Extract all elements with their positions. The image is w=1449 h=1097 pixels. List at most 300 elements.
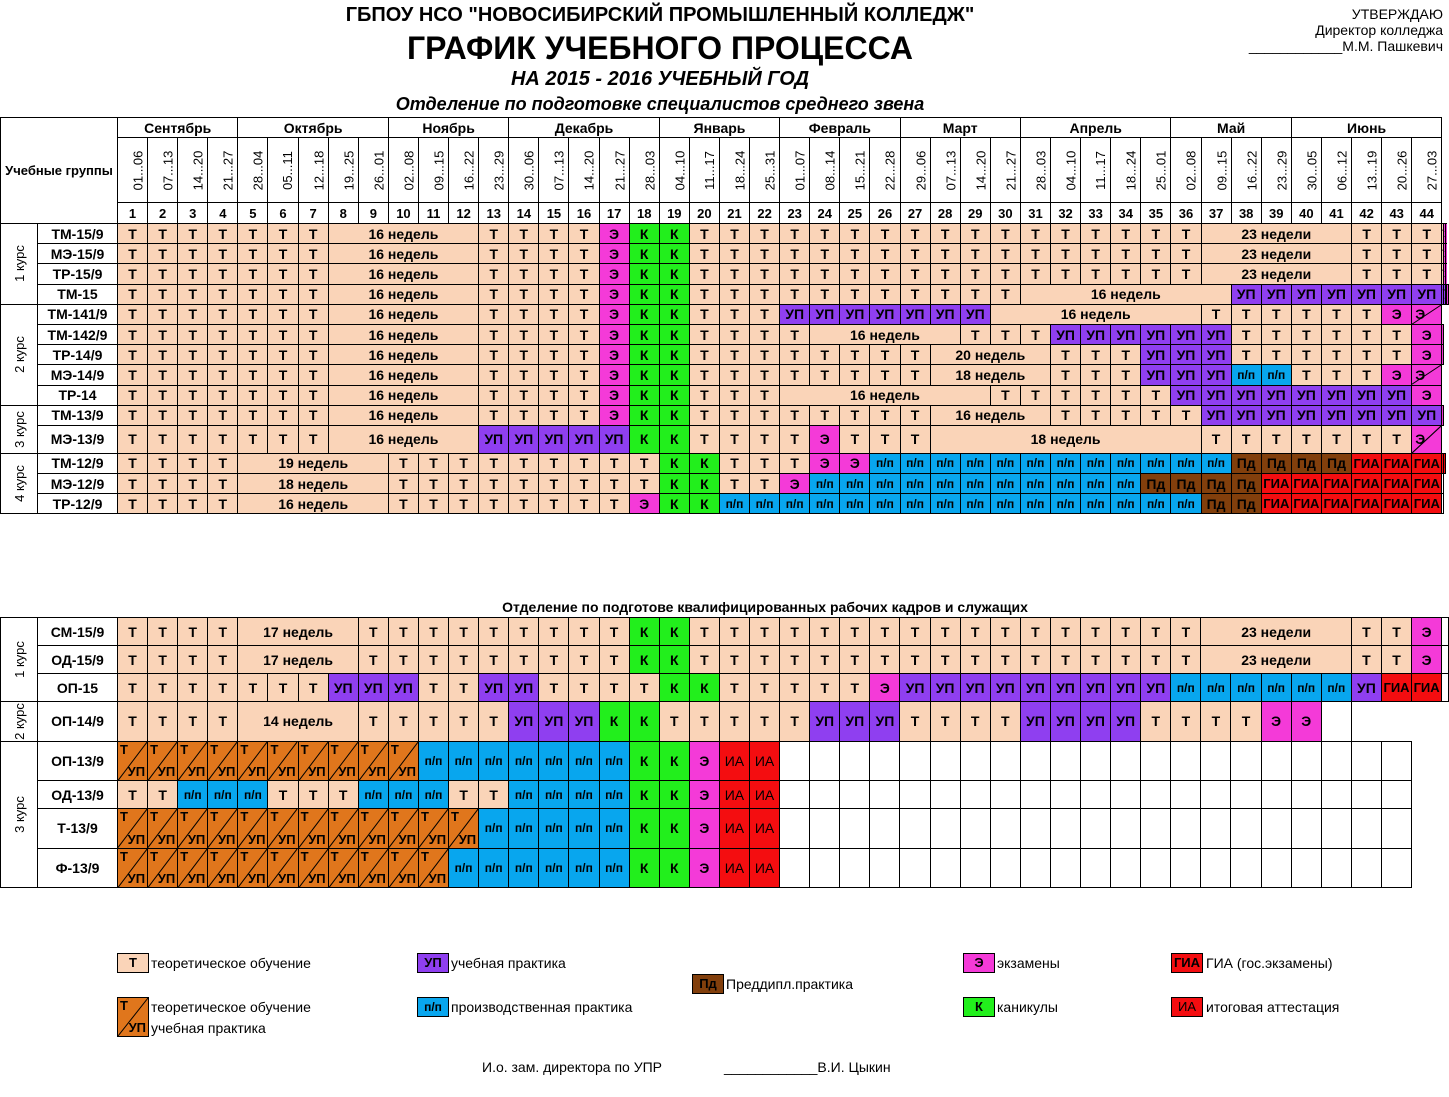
theory-cell: Т: [840, 674, 870, 702]
group-row: [1, 809, 1449, 849]
week-number: 37: [1201, 203, 1231, 224]
theory-cell: Т: [1051, 405, 1081, 425]
empty-cell: [1321, 809, 1351, 849]
theory-cell: Т: [569, 324, 599, 344]
date-range: 28...03: [629, 138, 659, 203]
theory-cell: Т: [749, 702, 779, 742]
group-name: ТМ-15/9: [38, 224, 118, 244]
theory-cell: Т: [1111, 365, 1141, 385]
theory-cell: Т: [118, 324, 148, 344]
theory-cell: Т: [178, 618, 208, 646]
theory-cell: Т: [208, 264, 238, 284]
theory-cell: Т: [930, 224, 960, 244]
theory-cell: Т: [599, 474, 629, 494]
theory-cell: Т: [358, 702, 388, 742]
state-exam-cell: ГИА: [1381, 674, 1411, 702]
theory-cell: Т: [990, 646, 1020, 674]
practice-cell: УП: [1261, 405, 1291, 425]
theory-cell: Т: [719, 702, 749, 742]
industrial-practice-cell: п/п: [1051, 494, 1081, 514]
weeks-summary-cell: 23 недели: [1201, 244, 1352, 264]
theory-cell: Т: [539, 674, 569, 702]
industrial-practice-cell: п/п: [1020, 474, 1050, 494]
vacation-cell: К: [629, 324, 659, 344]
theory-cell: Т: [479, 324, 509, 344]
empty-cell: [960, 781, 990, 809]
week-number: 21: [719, 203, 749, 224]
theory-cell: Т: [268, 224, 298, 244]
industrial-practice-cell: п/п: [599, 781, 629, 809]
theory-cell: Т: [1352, 304, 1382, 324]
empty-cell: [990, 781, 1020, 809]
industrial-practice-cell: п/п: [539, 741, 569, 781]
exam-cell: Э: [1382, 304, 1412, 324]
theory-practice-cell: Т УП: [238, 848, 268, 888]
course-label: 1 курс: [1, 618, 38, 702]
theory-cell: Т: [1111, 385, 1141, 405]
theory-cell: Т: [1020, 264, 1050, 284]
empty-cell: [1111, 848, 1141, 888]
practice-cell: УП: [1382, 405, 1412, 425]
theory-cell: Т: [1352, 244, 1382, 264]
practice-cell: УП: [1201, 385, 1231, 405]
theory-cell: Т: [1141, 405, 1171, 425]
exam-split-cell: Э: [1412, 425, 1442, 453]
empty-cell: [840, 741, 870, 781]
practice-cell: УП: [509, 425, 539, 453]
week-number: 10: [388, 203, 418, 224]
theory-cell: Т: [1321, 324, 1351, 344]
empty-cell: [1081, 809, 1111, 849]
industrial-practice-cell: п/п: [1020, 453, 1050, 473]
theory-cell: Т: [118, 646, 148, 674]
course-label: 4 курс: [1, 453, 38, 514]
theory-cell: Т: [1321, 345, 1351, 365]
theory-cell: Т: [1020, 618, 1050, 646]
schedule-table-nps: [0, 617, 1449, 888]
empty-cell: [1351, 848, 1381, 888]
theory-cell: Т: [1111, 244, 1141, 264]
theory-cell: Т: [1081, 224, 1111, 244]
practice-cell: УП: [840, 702, 870, 742]
week-number: 22: [750, 203, 780, 224]
theory-cell: Т: [900, 284, 930, 304]
group-name: Ф-13/9: [38, 848, 118, 888]
theory-cell: Т: [539, 244, 569, 264]
exam-cell: Э: [1412, 345, 1442, 365]
practice-cell: УП: [1231, 405, 1261, 425]
theory-cell: Т: [509, 618, 539, 646]
legend-e-swatch: Э: [963, 953, 995, 973]
legend-k-swatch: К: [963, 997, 995, 1017]
theory-cell: Т: [118, 494, 148, 514]
exam-cell: Э: [599, 224, 629, 244]
vacation-cell: К: [629, 264, 659, 284]
theory-cell: Т: [960, 264, 990, 284]
theory-cell: Т: [840, 646, 870, 674]
theory-cell: Т: [1081, 244, 1111, 264]
dept1-title: Отделение по подготовке специалистов среднего звена: [395, 94, 925, 114]
practice-cell: УП: [1141, 324, 1171, 344]
theory-practice-cell: Т УП: [118, 741, 148, 781]
practice-cell: УП: [930, 674, 960, 702]
date-range: 15...21: [840, 138, 870, 203]
theory-cell: Т: [689, 244, 719, 264]
theory-cell: Т: [388, 494, 418, 514]
vacation-cell: К: [629, 809, 659, 849]
theory-practice-cell: Т УП: [238, 741, 268, 781]
theory-cell: Т: [1081, 264, 1111, 284]
prediploma-cell: Пд: [1231, 453, 1261, 473]
theory-cell: Т: [388, 474, 418, 494]
industrial-practice-cell: п/п: [1201, 453, 1231, 473]
weeks-summary-cell: 16 недель: [930, 405, 1050, 425]
industrial-practice-cell: п/п: [599, 809, 629, 849]
theory-cell: Т: [298, 365, 328, 385]
theory-cell: Т: [840, 284, 870, 304]
exam-cell: Э: [599, 324, 629, 344]
theory-cell: Т: [178, 646, 208, 674]
theory-cell: Т: [178, 304, 208, 324]
date-range: 30...06: [509, 138, 539, 203]
theory-cell: Т: [118, 405, 148, 425]
theory-cell: Т: [719, 618, 749, 646]
theory-cell: Т: [1050, 646, 1080, 674]
exam-cell: Э: [1382, 365, 1412, 385]
practice-cell: УП: [1171, 365, 1201, 385]
weeks-summary-cell: 16 недель: [1020, 284, 1231, 304]
empty-cell: [1141, 741, 1171, 781]
group-name: ОД-15/9: [38, 646, 118, 674]
theory-cell: Т: [1261, 345, 1291, 365]
industrial-practice-cell: п/п: [238, 781, 268, 809]
theory-cell: Т: [840, 618, 870, 646]
theory-cell: Т: [479, 618, 509, 646]
industrial-practice-cell: п/п: [509, 809, 539, 849]
vacation-cell: К: [659, 674, 689, 702]
industrial-practice-cell: п/п: [750, 494, 780, 514]
theory-cell: Т: [208, 244, 238, 264]
industrial-practice-cell: п/п: [810, 494, 840, 514]
week-number: 13: [479, 203, 509, 224]
week-number: 15: [539, 203, 569, 224]
theory-cell: Т: [479, 494, 509, 514]
week-number: 38: [1231, 203, 1261, 224]
industrial-practice-cell: п/п: [509, 781, 539, 809]
empty-cell: [780, 848, 810, 888]
date-range: 16...22: [1231, 138, 1261, 203]
vacation-cell: К: [629, 618, 659, 646]
industrial-practice-cell: п/п: [719, 494, 749, 514]
empty-cell: [780, 741, 810, 781]
weeks-summary-cell: 16 недель: [990, 304, 1201, 324]
theory-cell: Т: [479, 781, 509, 809]
vacation-cell: К: [659, 345, 689, 365]
theory-cell: Т: [268, 304, 298, 324]
theory-cell: Т: [1352, 264, 1382, 284]
state-exam-cell: ГИА: [1352, 474, 1382, 494]
legend-tu-top: Т: [120, 998, 128, 1013]
practice-cell: УП: [870, 304, 900, 324]
vacation-cell: К: [629, 345, 659, 365]
exam-cell: Э: [599, 365, 629, 385]
theory-cell: Т: [1381, 618, 1411, 646]
theory-cell: Т: [509, 324, 539, 344]
theory-practice-cell: Т УП: [358, 809, 388, 849]
industrial-practice-cell: п/п: [990, 453, 1020, 473]
theory-cell: Т: [900, 702, 930, 742]
exam-cell: Э: [599, 405, 629, 425]
empty-cell: [1050, 741, 1080, 781]
group-name: МЭ-14/9: [38, 365, 118, 385]
theory-practice-cell: Т УП: [298, 741, 328, 781]
theory-cell: Т: [178, 284, 208, 304]
signer-role: И.о. зам. директора по УПР: [482, 1059, 663, 1075]
date-range: 16...22: [449, 138, 479, 203]
vacation-cell: К: [689, 453, 719, 473]
exam-cell: Э: [1412, 618, 1442, 646]
exam-cell: Э: [599, 304, 629, 324]
theory-cell: Т: [1321, 304, 1351, 324]
theory-cell: Т: [148, 425, 178, 453]
theory-cell: Т: [298, 781, 328, 809]
month-header: Март: [900, 118, 1020, 138]
theory-cell: Т: [900, 345, 930, 365]
practice-cell: УП: [840, 304, 870, 324]
group-name: ОД-13/9: [38, 781, 118, 809]
date-range: 01...06: [118, 138, 148, 203]
industrial-practice-cell: п/п: [870, 474, 900, 494]
theory-cell: Т: [238, 365, 268, 385]
exam-cell: Э: [599, 385, 629, 405]
theory-cell: Т: [298, 385, 328, 405]
weeks-summary-cell: 23 недели: [1201, 618, 1352, 646]
theory-cell: Т: [1081, 646, 1111, 674]
theory-cell: Т: [449, 494, 479, 514]
legend-ia-label: итоговая аттестация: [1206, 999, 1340, 1015]
theory-cell: Т: [1412, 244, 1442, 264]
theory-cell: Т: [719, 224, 749, 244]
theory-cell: Т: [1051, 345, 1081, 365]
theory-cell: Т: [148, 474, 178, 494]
theory-cell: Т: [118, 425, 148, 453]
practice-cell: УП: [1020, 702, 1050, 742]
date-range: 13...19: [1352, 138, 1382, 203]
practice-cell: УП: [810, 304, 840, 324]
industrial-practice-cell: п/п: [1291, 674, 1321, 702]
date-range: 21...27: [208, 138, 238, 203]
theory-cell: Т: [599, 453, 629, 473]
theory-cell: Т: [1382, 345, 1412, 365]
group-row: [1, 494, 1449, 514]
vacation-cell: К: [689, 474, 719, 494]
date-range: 04...10: [1051, 138, 1081, 203]
theory-cell: Т: [298, 345, 328, 365]
empty-cell: [1111, 781, 1141, 809]
empty-cell: [1171, 809, 1201, 849]
exam-cell: Э: [599, 345, 629, 365]
theory-cell: Т: [539, 453, 569, 473]
theory-cell: Т: [870, 224, 900, 244]
date-range: 30...05: [1291, 138, 1321, 203]
empty-cell: [1201, 809, 1231, 849]
date-range: 23...29: [1261, 138, 1291, 203]
empty-cell: [780, 809, 810, 849]
course-label: 3 курс: [1, 405, 38, 453]
theory-cell: Т: [148, 674, 178, 702]
theory-cell: Т: [629, 474, 659, 494]
theory-cell: Т: [1171, 224, 1201, 244]
practice-cell: УП: [1111, 702, 1141, 742]
theory-cell: Т: [148, 405, 178, 425]
empty-cell: [1231, 848, 1261, 888]
theory-cell: Т: [539, 324, 569, 344]
theory-cell: Т: [178, 264, 208, 284]
legend-up-label: учебная практика: [451, 955, 566, 971]
practice-cell: УП: [1111, 324, 1141, 344]
weeks-summary-cell: 16 недель: [238, 494, 389, 514]
theory-cell: Т: [750, 284, 780, 304]
date-range: 05...11: [268, 138, 298, 203]
theory-cell: Т: [689, 324, 719, 344]
final-attestation-cell: ИА: [749, 781, 779, 809]
theory-cell: Т: [118, 385, 148, 405]
empty-cell: [1291, 848, 1321, 888]
empty-cell: [900, 741, 930, 781]
theory-cell: Т: [780, 702, 810, 742]
theory-cell: Т: [870, 264, 900, 284]
theory-cell: Т: [689, 618, 719, 646]
date-range: 28...03: [1020, 138, 1050, 203]
theory-cell: Т: [719, 345, 749, 365]
industrial-practice-cell: п/п: [208, 781, 238, 809]
theory-practice-cell: Т УП: [418, 848, 448, 888]
week-number: 40: [1291, 203, 1321, 224]
groups-header: Учебные группы: [1, 118, 118, 224]
theory-cell: Т: [449, 618, 479, 646]
industrial-practice-cell: п/п: [569, 848, 599, 888]
theory-practice-cell: Т УП: [449, 809, 479, 849]
theory-cell: Т: [810, 365, 840, 385]
industrial-practice-cell: п/п: [569, 781, 599, 809]
vacation-cell: К: [689, 494, 719, 514]
theory-cell: Т: [1171, 618, 1201, 646]
industrial-practice-cell: п/п: [539, 781, 569, 809]
practice-cell: УП: [1291, 284, 1321, 304]
theory-cell: Т: [689, 405, 719, 425]
empty-cell: [1381, 741, 1411, 781]
theory-cell: Т: [719, 425, 749, 453]
practice-cell: УП: [960, 304, 990, 324]
theory-cell: Т: [208, 453, 238, 473]
practice-cell: УП: [509, 702, 539, 742]
empty-cell: [810, 781, 840, 809]
exam-cell: Э: [1412, 385, 1442, 405]
theory-cell: Т: [870, 345, 900, 365]
theory-cell: Т: [689, 284, 719, 304]
theory-cell: Т: [118, 244, 148, 264]
theory-cell: Т: [750, 365, 780, 385]
theory-cell: Т: [388, 453, 418, 473]
theory-cell: Т: [298, 244, 328, 264]
weeks-summary-cell: 16 недель: [780, 385, 991, 405]
week-number: 36: [1171, 203, 1201, 224]
theory-practice-cell: Т УП: [118, 848, 148, 888]
theory-cell: Т: [1291, 365, 1321, 385]
theory-cell: Т: [178, 474, 208, 494]
state-exam-cell: ГИА: [1412, 494, 1442, 514]
empty-cell: [1351, 741, 1381, 781]
theory-cell: Т: [569, 618, 599, 646]
final-attestation-cell: ИА: [749, 809, 779, 849]
exam-cell: Э: [810, 453, 840, 473]
theory-cell: Т: [990, 224, 1020, 244]
week-number: 6: [268, 203, 298, 224]
theory-cell: Т: [569, 474, 599, 494]
theory-cell: Т: [208, 618, 238, 646]
week-number: 39: [1261, 203, 1291, 224]
theory-cell: Т: [1231, 324, 1261, 344]
week-number: 33: [1081, 203, 1111, 224]
theory-cell: Т: [479, 365, 509, 385]
theory-cell: Т: [1171, 646, 1201, 674]
empty-cell: [870, 809, 900, 849]
empty-cell: [960, 809, 990, 849]
theory-cell: Т: [1412, 224, 1442, 244]
theory-cell: Т: [148, 304, 178, 324]
final-attestation-cell: ИА: [749, 741, 779, 781]
legend-ia-swatch: ИА: [1171, 997, 1203, 1017]
theory-cell: Т: [208, 345, 238, 365]
theory-cell: Т: [268, 244, 298, 264]
theory-cell: Т: [1051, 385, 1081, 405]
prediploma-cell: Пд: [1231, 494, 1261, 514]
theory-cell: Т: [208, 474, 238, 494]
theory-cell: Т: [208, 324, 238, 344]
practice-cell: УП: [479, 425, 509, 453]
theory-cell: Т: [780, 284, 810, 304]
empty-cell: [1020, 809, 1050, 849]
industrial-practice-cell: п/п: [960, 494, 990, 514]
theory-cell: Т: [569, 345, 599, 365]
theory-cell: Т: [689, 304, 719, 324]
theory-cell: Т: [689, 646, 719, 674]
week-number: 24: [810, 203, 840, 224]
industrial-practice-cell: п/п: [509, 741, 539, 781]
theory-cell: Т: [1382, 264, 1412, 284]
theory-cell: Т: [1321, 425, 1351, 453]
empty-cell: [1261, 781, 1291, 809]
exam-split-cell: [1442, 324, 1444, 344]
industrial-practice-cell: п/п: [870, 494, 900, 514]
week-number: 26: [870, 203, 900, 224]
group-name: ОП-14/9: [38, 702, 118, 742]
theory-cell: Т: [810, 244, 840, 264]
theory-cell: Т: [268, 345, 298, 365]
theory-cell: Т: [900, 425, 930, 453]
theory-cell: Т: [509, 453, 539, 473]
industrial-practice-cell: п/п: [1141, 494, 1171, 514]
empty-cell: [1321, 741, 1351, 781]
practice-cell: УП: [1352, 284, 1382, 304]
week-number: 28: [930, 203, 960, 224]
practice-cell: УП: [509, 674, 539, 702]
theory-cell: Т: [238, 324, 268, 344]
practice-cell: УП: [328, 674, 358, 702]
group-row: [1, 264, 1449, 284]
weeks-summary-cell: 17 недель: [238, 646, 358, 674]
theory-cell: Т: [449, 646, 479, 674]
